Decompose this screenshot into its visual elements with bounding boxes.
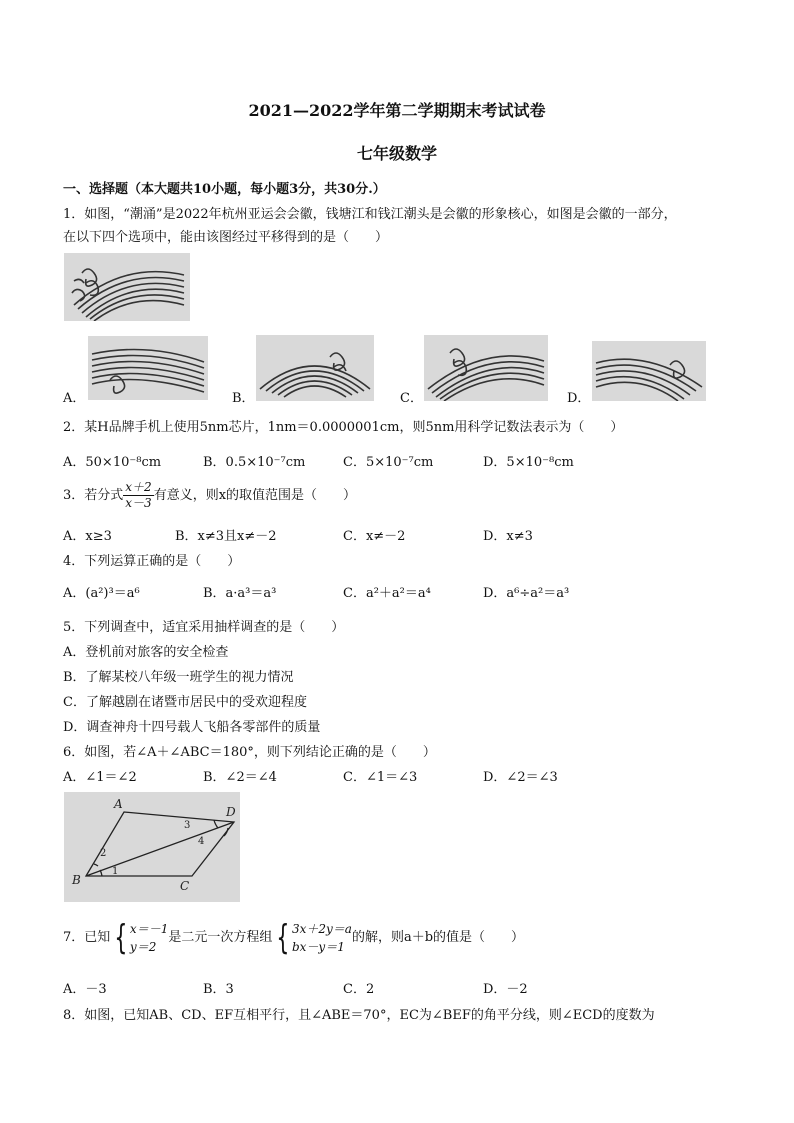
exam-title: 2021—2022学年第二学期期末考试试卷: [248, 101, 546, 120]
exam-subtitle: 七年级数学: [356, 144, 437, 163]
q7-equation-system: { 3x＋2y＝a bx－y＝1: [276, 918, 352, 958]
q7-option-b: B．3: [203, 982, 234, 997]
q7-solution-system: { x＝－1 y＝2: [114, 918, 169, 958]
q4-stem: 4．下列运算正确的是（ ）: [63, 554, 241, 569]
q5-option-b: B．了解某校八年级一班学生的视力情况: [63, 670, 294, 685]
q3-option-d: D．x≠3: [483, 529, 533, 544]
q1-option-d-label: D．: [567, 391, 591, 406]
q4-option-b: B．a·a³＝a³: [203, 586, 277, 601]
q6-parallelogram-figure: [64, 792, 240, 902]
q5-option-d: D．调查神舟十四号载人飞船各零部件的质量: [63, 720, 321, 735]
q3-fraction: [123, 480, 153, 511]
diagonal-bd: [86, 822, 234, 876]
q7-lead: 7．已知: [63, 930, 111, 945]
q1-option-b-figure: [256, 335, 374, 401]
q1-option-a-label: A．: [63, 391, 86, 406]
q6-option-a: A．∠1＝∠2: [63, 770, 137, 785]
label-b: B: [72, 873, 81, 887]
q1-emblem-figure: [64, 253, 190, 321]
angle-3-label: 3: [184, 820, 191, 831]
q4-option-c: C．a²＋a²＝a⁴: [343, 586, 431, 601]
q2-stem: 2．某H品牌手机上使用5nm芯片，1nm＝0.0000001cm，则5nm用科学记数法表示为（ ）: [63, 420, 624, 435]
parallelogram-outline: [86, 812, 234, 876]
q4-option-d: D．a⁶÷a²＝a³: [483, 586, 570, 601]
angle-1-label: 1: [112, 866, 119, 877]
q3-tail: 有意义，则x的取值范围是（ ）: [153, 488, 357, 503]
q7-sys2-row2: bx－y＝1: [291, 940, 345, 954]
q3-denominator: x－3: [125, 496, 152, 510]
q7-stem: [63, 920, 524, 956]
q1-stem-line2: 在以下四个选项中，能由该图经过平移得到的是（ ）: [63, 230, 389, 245]
q1-option-a-figure: [88, 336, 208, 400]
q7-sys1-row2: y＝2: [129, 940, 157, 954]
label-a: A: [114, 797, 123, 811]
angle-4-label: 4: [198, 836, 205, 847]
q5-option-a: A．登机前对旅客的安全检查: [63, 645, 229, 660]
q3-stem: [63, 480, 356, 511]
q4-option-a: A．(a²)³＝a⁶: [63, 586, 140, 601]
q2-option-b: B．0.5×10⁻⁷cm: [203, 455, 306, 470]
q1-option-c-label: C．: [400, 391, 423, 406]
q7-mid: 是二元一次方程组: [168, 930, 273, 945]
label-d: D: [226, 805, 236, 819]
q2-option-a: A．50×10⁻⁸cm: [63, 455, 162, 470]
q3-option-a: A．x≥3: [63, 529, 112, 544]
q3-lead: 3．若分式: [63, 488, 124, 503]
q7-sys1-row1: x＝－1: [129, 922, 169, 936]
q2-option-d: D．5×10⁻⁸cm: [483, 455, 574, 470]
q7-sys2-row1: 3x＋2y＝a: [291, 922, 352, 936]
q2-option-c: C．5×10⁻⁷cm: [343, 455, 434, 470]
q1-stem-line1: 1．如图，“潮涌”是2022年杭州亚运会会徽，钱塘江和钱江潮头是会徽的形象核心，如图是会徽的一部分，: [63, 207, 677, 222]
q5-option-c: C．了解越剧在诸暨市居民中的受欢迎程度: [63, 695, 307, 710]
q1-option-b-label: B．: [232, 391, 255, 406]
q7-option-a: A．－3: [63, 982, 107, 997]
q7-option-d: D．－2: [483, 982, 528, 997]
q7-tail: 的解，则a＋b的值是（ ）: [351, 930, 525, 945]
angle-2-label: 2: [100, 848, 107, 859]
q8-stem: 8．如图，已知AB、CD、EF互相平行，且∠ABE＝70°，EC为∠BEF的角平分线，则∠ECD的度数为: [63, 1008, 655, 1023]
q1-option-c-figure: [424, 335, 548, 401]
q3-option-b: B．x≠3且x≠－2: [175, 529, 277, 544]
q3-option-c: C．x≠－2: [343, 529, 406, 544]
q5-stem: 5．下列调查中，适宜采用抽样调查的是（ ）: [63, 620, 345, 635]
q1-option-d-figure: [592, 341, 706, 401]
q6-option-c: C．∠1＝∠3: [343, 770, 418, 785]
label-c: C: [180, 879, 190, 893]
q6-option-d: D．∠2＝∠3: [483, 770, 558, 785]
q3-numerator: x＋2: [125, 480, 152, 494]
q6-option-b: B．∠2＝∠4: [203, 770, 277, 785]
q7-option-c: C．2: [343, 982, 375, 997]
section-heading: 一、选择题（本大题共10小题，每小题3分，共30分.）: [63, 182, 386, 197]
q6-stem: 6．如图，若∠A＋∠ABC＝180°，则下列结论正确的是（ ）: [63, 745, 436, 760]
